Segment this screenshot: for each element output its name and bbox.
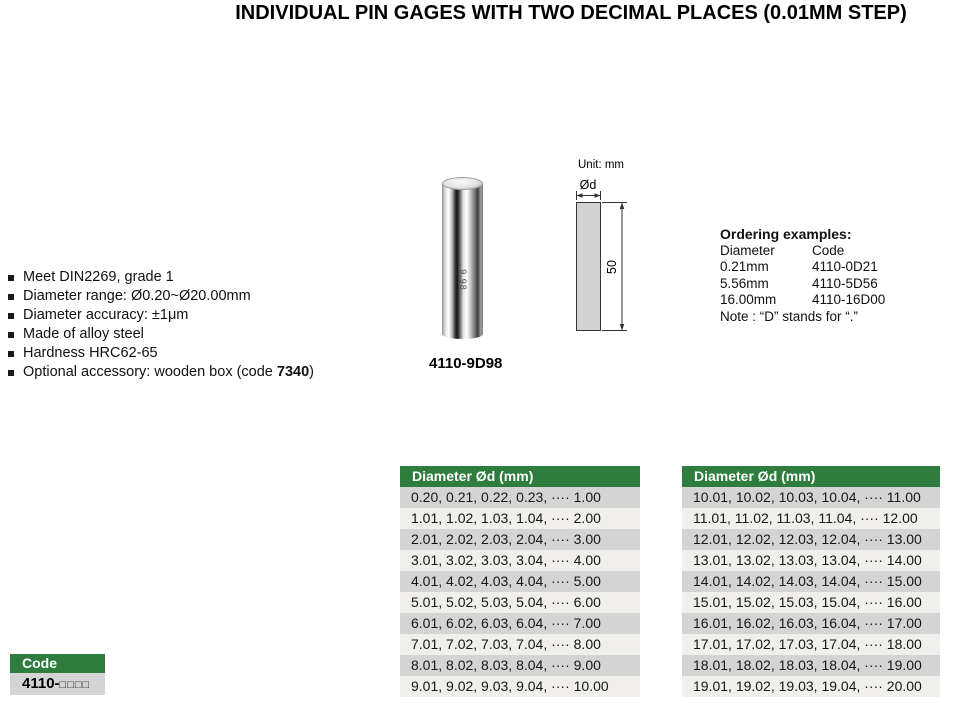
table-row: 5.01, 5.02, 5.03, 5.04, ···· 6.00 — [400, 592, 640, 613]
bullet-square-icon — [8, 351, 14, 357]
table-row: 8.01, 8.02, 8.03, 8.04, ···· 9.00 — [400, 655, 640, 676]
table-row: 17.01, 17.02, 17.03, 17.04, ···· 18.00 — [682, 634, 940, 655]
ordering-examples — [720, 226, 920, 325]
code-block-header: Code — [10, 654, 105, 673]
model-number-label: 4110-9D98 — [429, 355, 503, 372]
ordering-col-diameter: Diameter — [720, 242, 775, 258]
pin-marking-wrap — [442, 248, 483, 312]
diameter-table-right — [682, 466, 940, 697]
table-body — [682, 487, 940, 697]
feature-text: Diameter accuracy: ±1μm — [23, 307, 189, 323]
table-row: 6.01, 6.02, 6.03, 6.04, ···· 7.00 — [400, 613, 640, 634]
ordering-diameter: 16.00mm — [720, 292, 777, 307]
table-row: 12.01, 12.02, 12.03, 12.04, ···· 13.00 — [682, 529, 940, 550]
table-row: 3.01, 3.02, 3.03, 3.04, ···· 4.00 — [400, 550, 640, 571]
table-row: 15.01, 15.02, 15.03, 15.04, ···· 16.00 — [682, 592, 940, 613]
bullet-square-icon — [8, 294, 14, 300]
feature-text: Diameter range: Ø0.20~Ø20.00mm — [23, 288, 251, 304]
code-prefix: 4110- — [22, 675, 60, 692]
table-row: 0.20, 0.21, 0.22, 0.23, ···· 1.00 — [400, 487, 640, 508]
diameter-table-left — [400, 466, 640, 697]
ordering-note: Note : “D” stands for “.” — [720, 308, 859, 324]
table-row: 4.01, 4.02, 4.03, 4.04, ···· 5.00 — [400, 571, 640, 592]
bullet-square-icon — [8, 370, 14, 376]
pin-outline-rect — [577, 203, 601, 331]
dimension-diagram — [570, 155, 640, 340]
ordering-diameter: 0.21mm — [720, 259, 769, 274]
ordering-code: 4110-0D21 — [812, 259, 878, 274]
feature-item — [8, 344, 378, 363]
table-header: Diameter Ød (mm) — [400, 466, 640, 487]
pin-gage-image-top — [442, 177, 483, 190]
code-block-value — [10, 673, 105, 695]
page-title: INDIVIDUAL PIN GAGES WITH TWO DECIMAL PLACES (0.01MM STEP) — [235, 2, 907, 24]
bullet-square-icon — [8, 313, 14, 319]
pin-marking: 9.98 — [457, 269, 468, 291]
feature-list — [8, 268, 378, 382]
feature-item — [8, 306, 378, 325]
table-row: 19.01, 19.02, 19.03, 19.04, ···· 20.00 — [682, 676, 940, 697]
table-row: 18.01, 18.02, 18.03, 18.04, ···· 19.00 — [682, 655, 940, 676]
feature-item — [8, 325, 378, 344]
feature-text: Hardness HRC62-65 — [23, 345, 158, 361]
table-row: 13.01, 13.02, 13.03, 13.04, ···· 14.00 — [682, 550, 940, 571]
accessory-code: 7340 — [276, 364, 310, 380]
table-body — [400, 487, 640, 697]
unit-label: Unit: mm — [578, 159, 624, 171]
ordering-col-code: Code — [812, 242, 845, 258]
feature-item — [8, 268, 378, 287]
table-row: 16.01, 16.02, 16.03, 16.04, ···· 17.00 — [682, 613, 940, 634]
feature-text: Optional accessory: wooden box (code 7340) — [23, 364, 315, 380]
table-header: Diameter Ød (mm) — [682, 466, 940, 487]
feature-text: Made of alloy steel — [23, 326, 144, 342]
bullet-square-icon — [8, 275, 14, 281]
table-row: 7.01, 7.02, 7.03, 7.04, ···· 8.00 — [400, 634, 640, 655]
diameter-dim-label: Ød — [579, 178, 597, 192]
table-row: 2.01, 2.02, 2.03, 2.04, ···· 3.00 — [400, 529, 640, 550]
table-row: 14.01, 14.02, 14.03, 14.04, ···· 15.00 — [682, 571, 940, 592]
table-row: 1.01, 1.02, 1.03, 1.04, ···· 2.00 — [400, 508, 640, 529]
ordering-code: 4110-5D56 — [812, 275, 878, 291]
feature-text: Meet DIN2269, grade 1 — [23, 269, 174, 285]
table-row: 11.01, 11.02, 11.03, 11.04, ···· 12.00 — [682, 508, 940, 529]
feature-item — [8, 287, 378, 306]
table-row: 9.01, 9.02, 9.03, 9.04, ···· 10.00 — [400, 676, 640, 697]
bullet-square-icon — [8, 332, 14, 338]
height-dim-label: 50 — [605, 260, 619, 274]
feature-item — [8, 363, 378, 382]
ordering-table — [720, 243, 920, 309]
ordering-heading: Ordering examples: — [720, 226, 852, 242]
code-placeholder-boxes: □□□□ — [59, 679, 91, 691]
ordering-diameter: 5.56mm — [720, 275, 769, 291]
table-row: 10.01, 10.02, 10.03, 10.04, ···· 11.00 — [682, 487, 940, 508]
ordering-code: 4110-16D00 — [812, 292, 886, 307]
